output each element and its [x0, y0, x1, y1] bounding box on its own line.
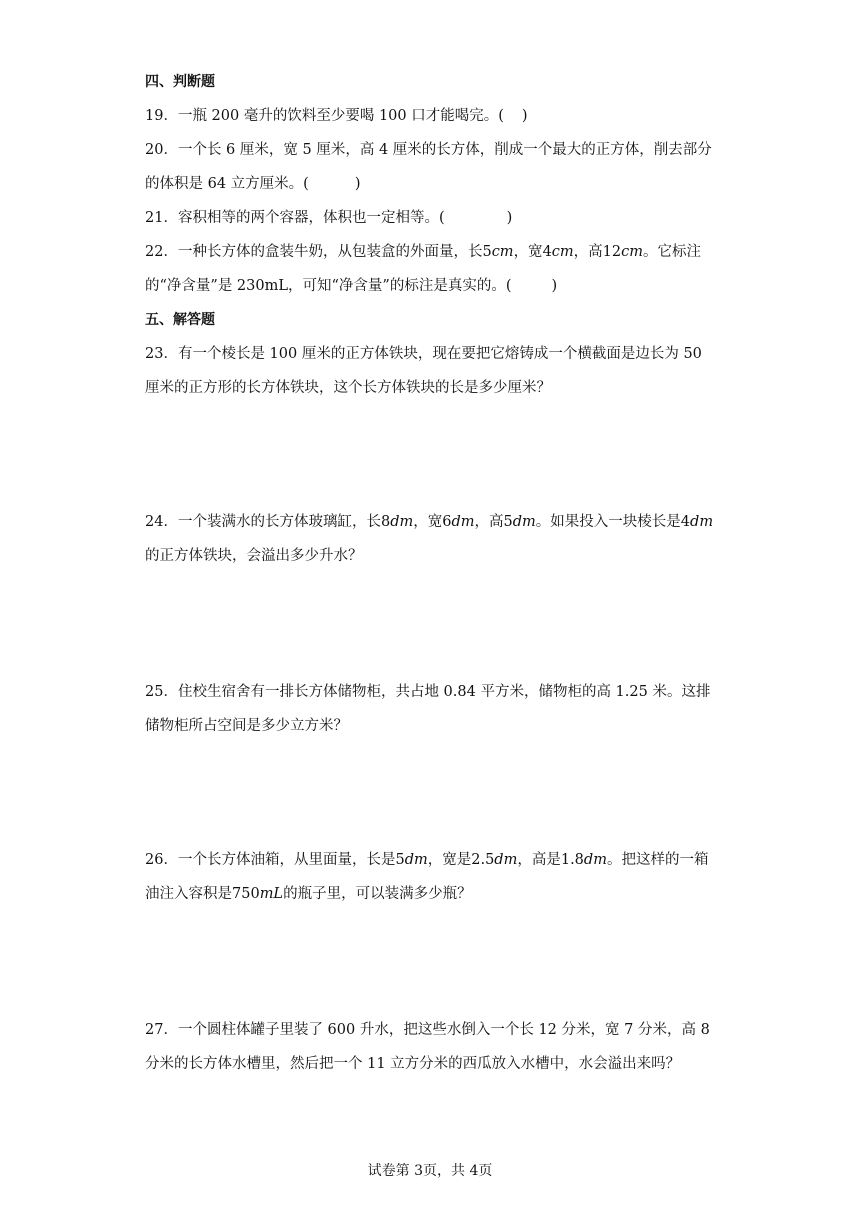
q22-height-value: 12: [602, 244, 622, 260]
q26-text: ，宽是: [427, 852, 472, 868]
q24-text: 。如果投入一块棱长是: [535, 514, 681, 530]
q24-text: ，宽: [413, 514, 443, 530]
q24-text: 24．一个装满水的长方体玻璃缸，长: [145, 514, 381, 530]
q24-length-unit: dm: [390, 514, 414, 530]
q24-height-unit: dm: [512, 514, 536, 530]
question-25-line2: 储物柜所占空间是多少立方米？: [145, 718, 348, 734]
q24-height-value: 5: [503, 514, 513, 530]
question-24-line1: [145, 512, 720, 532]
q22-length-value: 5: [482, 244, 492, 260]
q26-height-unit: dm: [583, 852, 607, 868]
question-22-line1: [145, 242, 720, 262]
q22-text: 22．一种长方体的盒装牛奶，从包装盒的外面量，长: [145, 244, 483, 260]
q24-length-value: 8: [380, 514, 391, 530]
question-22-line2: [145, 276, 720, 296]
q22-text: ，高: [573, 244, 603, 260]
q24-edge-value: 4: [680, 514, 691, 530]
question-20-line1: 20．一个长 6 厘米，宽 5 厘米，高 4 厘米的长方体，削成一个最大的正方体，削去部分: [145, 142, 712, 158]
q22-text: ，宽: [513, 244, 543, 260]
q26-text: 。把这样的一箱: [606, 852, 709, 868]
question-21: [145, 208, 720, 228]
q22-width-unit: cm: [551, 244, 574, 260]
q22-text: 的“净含量”是 230mL，可知“净含量”的标注是真实的。(: [145, 278, 512, 294]
q26-text: 油注入容积是: [145, 886, 232, 902]
q26-length-value: 5: [395, 852, 405, 868]
q24-width-unit: dm: [451, 514, 475, 530]
question-26-line1: [145, 850, 720, 870]
question-27-line1: 27．一个圆柱体罐子里装了 600 升水，把这些水倒入一个长 12 分米，宽 7 分米，高 8: [145, 1022, 710, 1038]
question-23-line1: 23．有一个棱长是 100 厘米的正方体铁块，现在要把它熔铸成一个横截面是边长为 50: [145, 346, 702, 362]
q24-text: ，高: [474, 514, 504, 530]
q24-width-value: 6: [442, 514, 452, 530]
q26-width-unit: dm: [494, 852, 518, 868]
q22-close: ): [551, 278, 558, 294]
q22-height-unit: cm: [621, 244, 643, 260]
q26-height-value: 1.8: [560, 852, 584, 868]
q26-volume-unit: mL: [259, 886, 284, 902]
q19-text: 19．一瓶 200 毫升的饮料至少要喝 100 口才能喝完。(: [145, 108, 504, 124]
q26-text: 26．一个长方体油箱，从里面量，长是: [145, 852, 396, 868]
question-25-line1: 25．住校生宿舍有一排长方体储物柜，共占地 0.84 平方米，储物柜的高 1.25 米。这排: [145, 684, 711, 700]
q22-text: 。它标注: [643, 244, 701, 260]
q22-length-unit: cm: [491, 244, 514, 260]
q19-close: ): [521, 108, 528, 124]
q21-text: 21．容积相等的两个容器，体积也一定相等。(: [145, 210, 445, 226]
section-judge-title: 四、判断题: [145, 74, 215, 90]
question-20-line2: [145, 174, 720, 194]
q26-width-value: 2.5: [471, 852, 495, 868]
question-23-line2: 厘米的正方形的长方体铁块，这个长方体铁块的长是多少厘米？: [145, 380, 551, 396]
question-24-line2: 的正方体铁块，会溢出多少升水？: [145, 548, 363, 564]
q26-volume-value: 750: [232, 886, 260, 902]
q20-close: ): [354, 176, 361, 192]
q26-text: 的瓶子里，可以装满多少瓶？: [283, 886, 472, 902]
question-19: [145, 106, 720, 126]
q26-text: ，高是: [517, 852, 561, 868]
q26-length-unit: dm: [404, 852, 428, 868]
q20-text: 的体积是 64 立方厘米。(: [145, 176, 309, 192]
page-footer: 试卷第 3页，共 4页: [367, 1163, 493, 1179]
question-26-line2: [145, 884, 720, 904]
q24-edge-unit: dm: [690, 514, 714, 530]
q21-close: ): [506, 210, 513, 226]
question-27-line2: 分米的长方体水槽里，然后把一个 11 立方分米的西瓜放入水槽中，水会溢出来吗？: [145, 1056, 681, 1072]
section-solve-title: 五、解答题: [145, 312, 215, 328]
q22-width-value: 4: [542, 244, 552, 260]
